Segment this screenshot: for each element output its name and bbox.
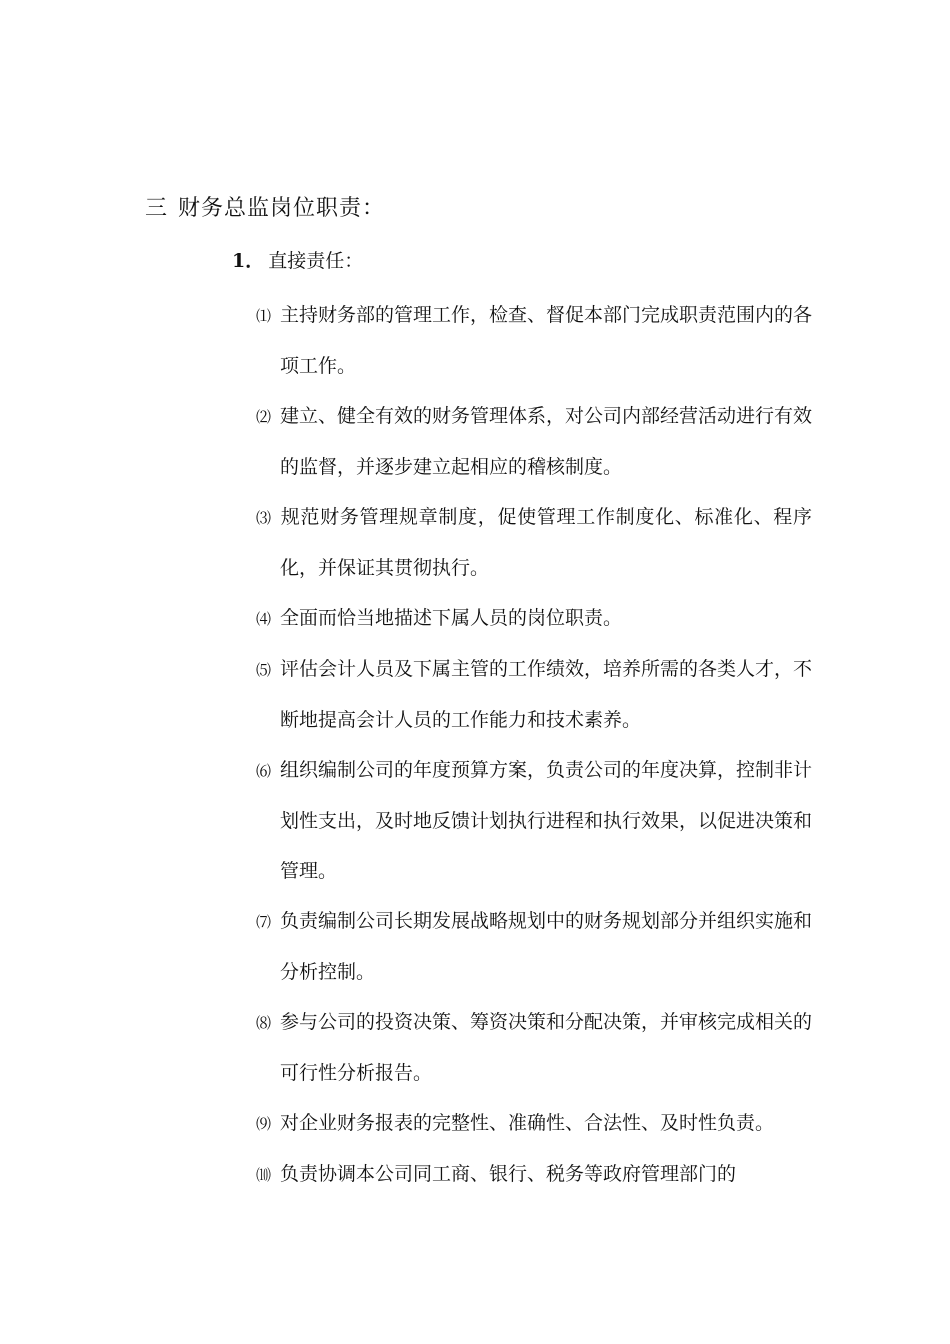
duty-text: 全面而恰当地描述下属人员的岗位职责。 <box>280 607 623 629</box>
duty-text: 组织编制公司的年度预算方案，负责公司的年度决算，控制非计划性支出，及时地反馈计划执行进程和执行效果，以促进决策和管理。 <box>280 759 813 882</box>
duty-text: 建立、健全有效的财务管理体系，对公司内部经营活动进行有效的监督，并逐步建立起相应的稽核制度。 <box>280 405 813 478</box>
subsection-heading <box>232 247 363 275</box>
duty-marker: ⑼ <box>256 1115 271 1133</box>
duty-marker: ⑽ <box>256 1166 271 1184</box>
duty-item-1 <box>256 290 812 391</box>
duty-text: 负责编制公司长期发展战略规划中的财务规划部分并组织实施和分析控制。 <box>280 910 813 983</box>
subsection-number: 1． <box>232 250 265 272</box>
duty-item-10 <box>256 1149 812 1200</box>
section-heading <box>145 194 385 224</box>
duty-text: 对企业财务报表的完整性、准确性、合法性、及时性负责。 <box>280 1112 775 1134</box>
duty-item-6 <box>256 745 812 896</box>
duty-text: 规范财务管理规章制度，促使管理工作制度化、标准化、程序化，并保证其贯彻执行。 <box>280 506 812 579</box>
duty-text: 负责协调本公司同工商、银行、税务等政府管理部门的 <box>280 1163 737 1185</box>
duty-item-4 <box>256 593 812 644</box>
subsection-title-text: 直接责任： <box>268 250 364 272</box>
duty-marker: ⑴ <box>256 307 271 325</box>
duty-list <box>256 290 812 1200</box>
duty-text: 主持财务部的管理工作，检查、督促本部门完成职责范围内的各项工作。 <box>280 304 813 377</box>
section-title-text: 财务总监岗位职责： <box>178 196 386 221</box>
duty-marker: ⑺ <box>256 913 271 931</box>
duty-item-2 <box>256 391 812 492</box>
duty-marker: ⑷ <box>256 610 271 628</box>
duty-marker: ⑶ <box>256 509 271 527</box>
duty-item-8 <box>256 997 812 1098</box>
section-number: 三 <box>145 196 169 221</box>
duty-item-7 <box>256 896 812 997</box>
duty-marker: ⑻ <box>256 1014 271 1032</box>
duty-marker: ⑸ <box>256 661 271 679</box>
duty-item-9 <box>256 1098 812 1149</box>
duty-item-3 <box>256 492 812 593</box>
duty-text: 评估会计人员及下属主管的工作绩效，培养所需的各类人才，不断地提高会计人员的工作能力和技术素养。 <box>280 658 813 731</box>
duty-marker: ⑹ <box>256 762 271 780</box>
duty-marker: ⑵ <box>256 408 271 426</box>
duty-item-5 <box>256 644 812 745</box>
duty-text: 参与公司的投资决策、筹资决策和分配决策，并审核完成相关的可行性分析报告。 <box>280 1011 813 1084</box>
